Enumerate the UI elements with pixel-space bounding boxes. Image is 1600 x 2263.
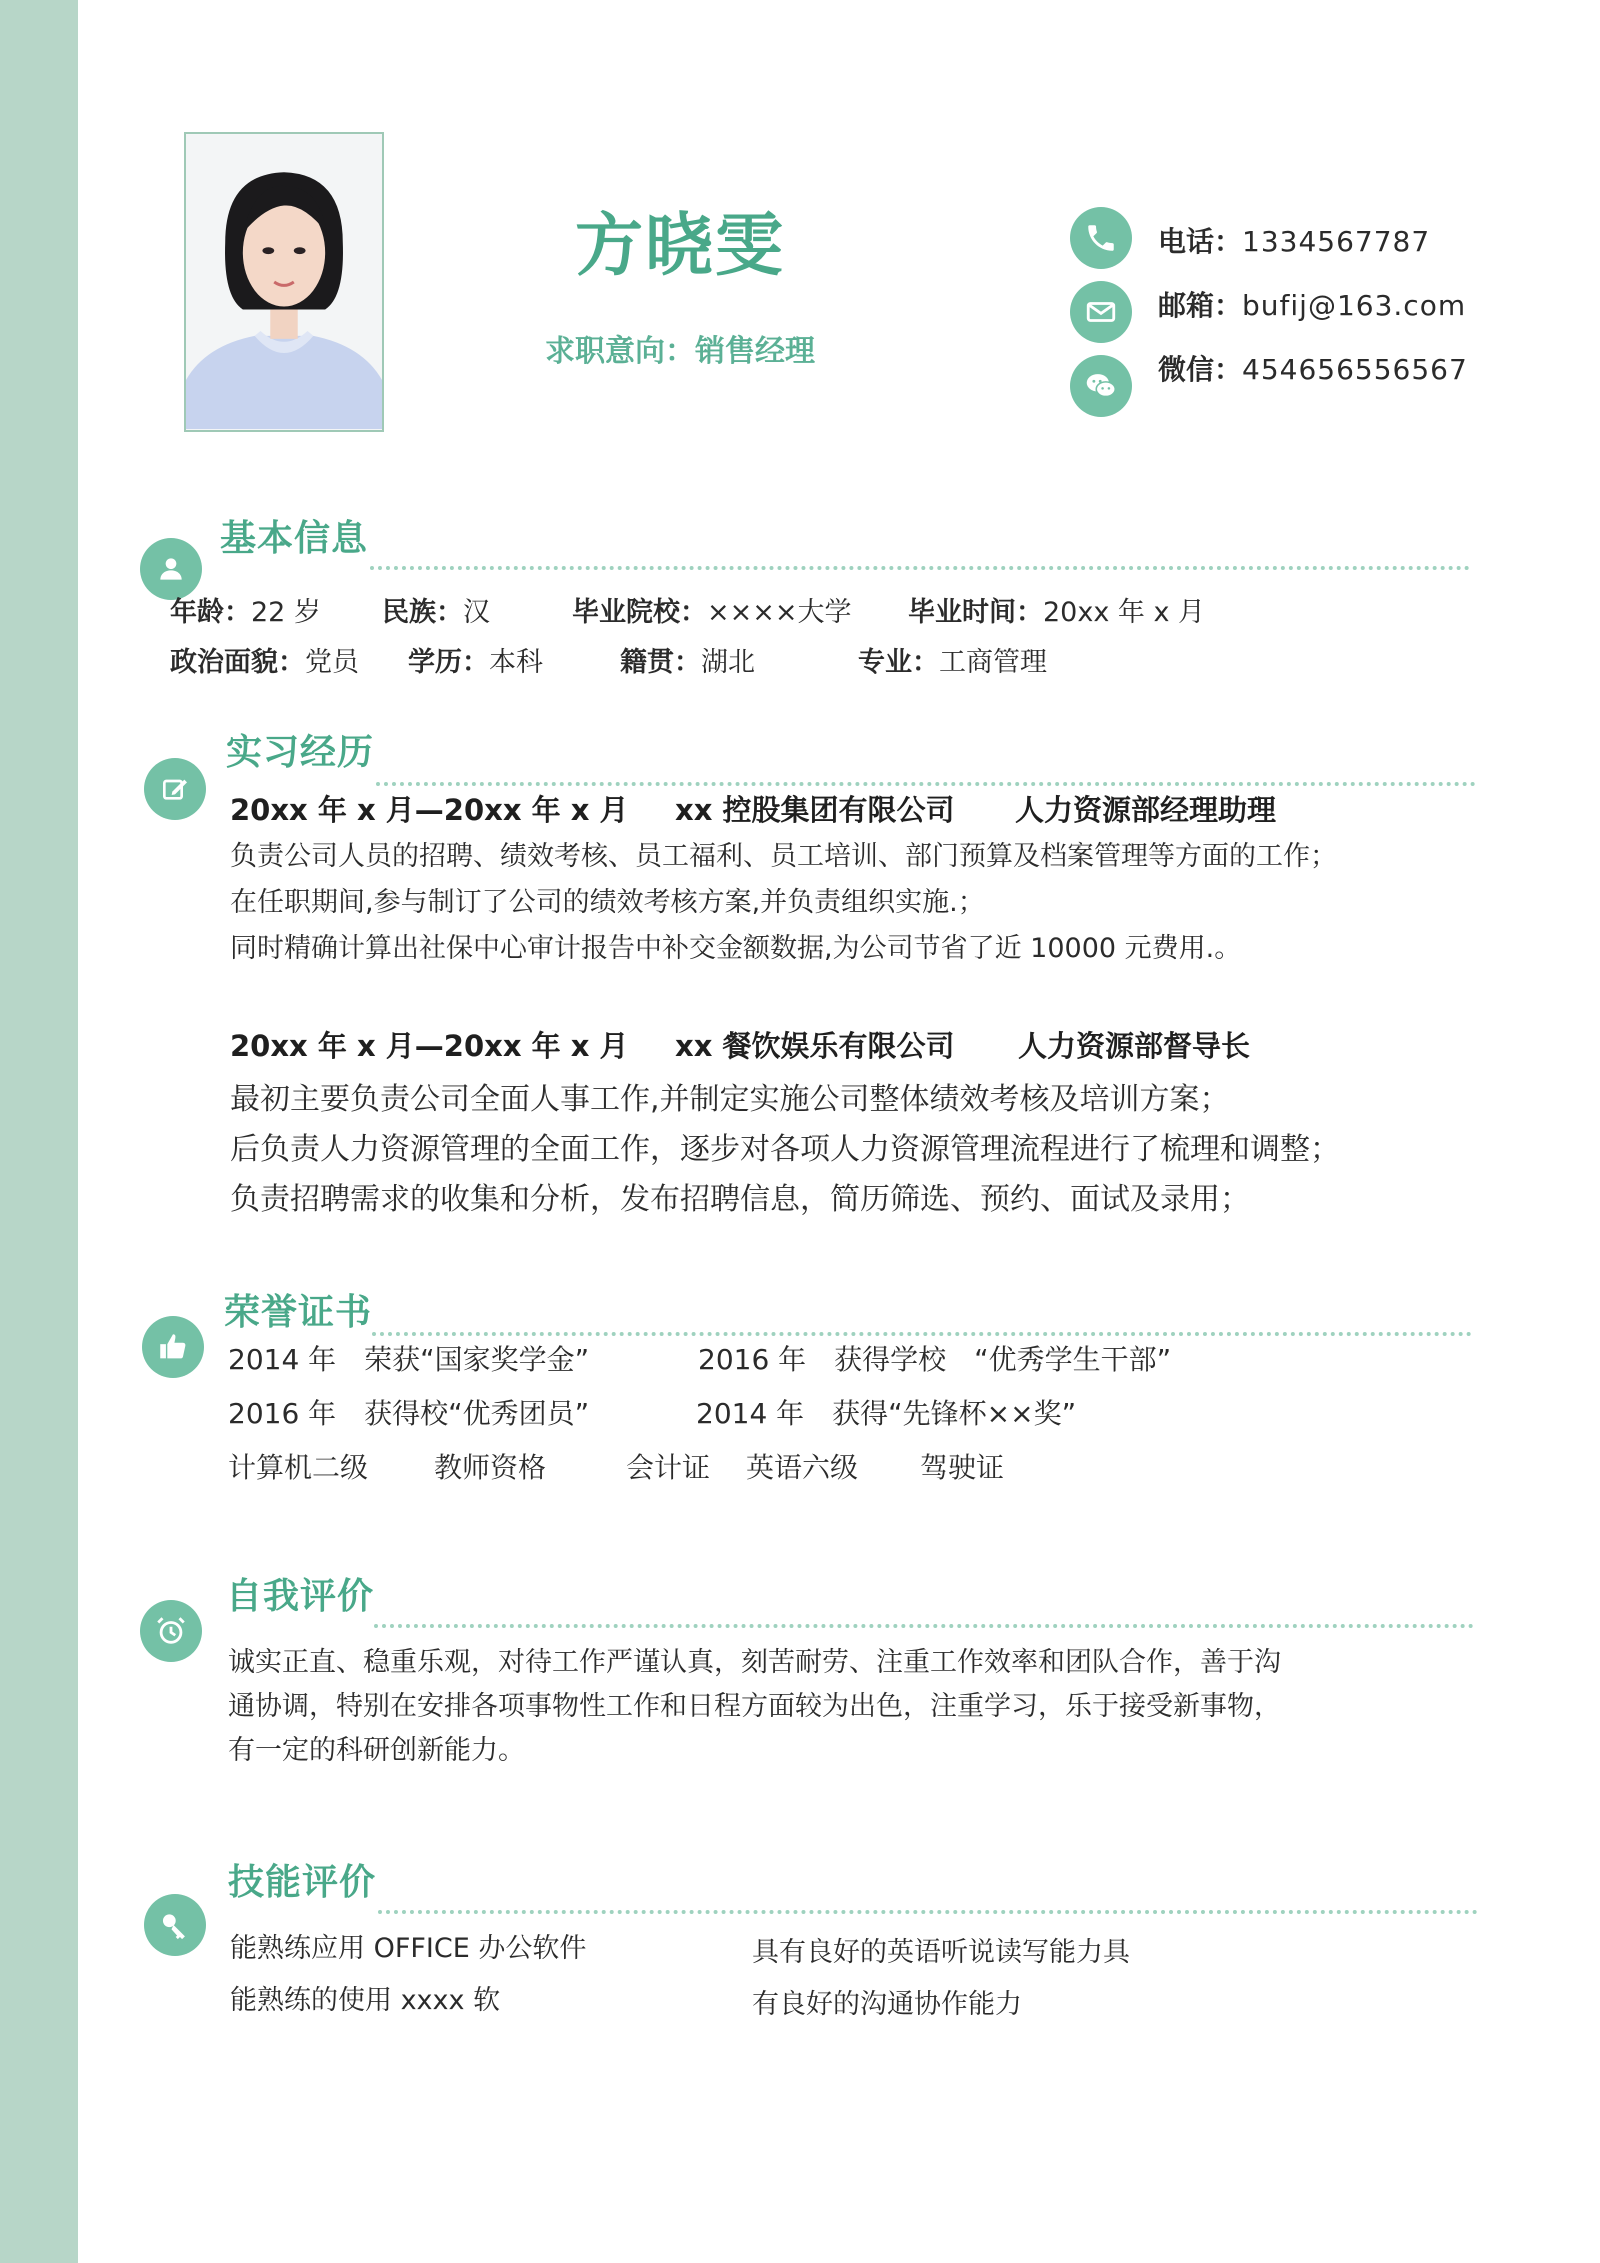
honor-item: 2014 年 获得“先锋杯××奖”	[696, 1397, 1077, 1430]
contact-label: 邮箱：	[1158, 289, 1243, 322]
self-eval-line: 诚实正直、稳重乐观，对待工作严谨认真，刻苦耐劳、注重工作效率和团队合作，善于沟	[228, 1647, 1281, 1678]
job-company: xx 餐饮娱乐有限公司	[675, 1029, 955, 1063]
mail-icon	[1070, 281, 1132, 343]
edit-icon	[144, 758, 206, 820]
job-period: 20xx 年 x 月—20xx 年 x 月	[230, 1029, 629, 1063]
cert-item: 计算机二级	[228, 1451, 369, 1484]
job-company: xx 控股集团有限公司	[675, 793, 955, 827]
field-hometown: 籍贯：湖北	[620, 647, 755, 678]
cert-item: 教师资格	[434, 1451, 547, 1484]
field-degree: 学历：本科	[408, 647, 543, 678]
cert-item: 驾驶证	[920, 1451, 1005, 1484]
honor-item: 2016 年 获得学校 “优秀学生干部”	[698, 1343, 1172, 1376]
job-duty-line: 同时精确计算出社保中心审计报告中补交金额数据,为公司节省了近 10000 元费用.。	[230, 933, 1242, 964]
thumbs-up-icon	[142, 1316, 204, 1378]
job-duty-line: 在任职期间,参与制订了公司的绩效考核方案,并负责组织实施.；	[230, 887, 985, 918]
field-ethnicity: 民族：汉	[382, 597, 490, 628]
cert-item: 会计证	[626, 1451, 711, 1484]
section-divider	[372, 1332, 1472, 1336]
field-major: 专业：工商管理	[858, 647, 1047, 678]
wechat-icon	[1070, 355, 1132, 417]
section-divider	[378, 1910, 1478, 1914]
job-role: 人力资源部督导长	[1018, 1029, 1251, 1063]
email-value: bufij@163.com	[1242, 289, 1467, 322]
job-duty-line: 负责公司人员的招聘、绩效考核、员工福利、员工培训、部门预算及档案管理等方面的工作；	[230, 841, 1337, 872]
contact-label: 微信：	[1158, 353, 1243, 386]
phone-icon	[1070, 207, 1132, 269]
job-period: 20xx 年 x 月—20xx 年 x 月	[230, 793, 629, 827]
section-title-self-eval: 自我评价	[226, 1576, 375, 1617]
section-title-basic: 基本信息	[220, 518, 369, 559]
phone-value: 1334567787	[1242, 225, 1431, 258]
wechat-value: 454656556567	[1242, 353, 1468, 386]
skill-item: 有良好的沟通协作能力	[752, 1989, 1022, 2020]
alarm-clock-icon	[140, 1600, 202, 1662]
honor-item: 2014 年 荣获“国家奖学金”	[228, 1343, 590, 1376]
self-eval-line: 通协调，特别在安排各项事物性工作和日程方面较为出色，注重学习，乐于接受新事物，	[228, 1691, 1281, 1722]
section-title-skills: 技能评价	[228, 1862, 377, 1903]
contact-phone	[1070, 206, 1431, 270]
profile-photo	[184, 132, 384, 432]
job-objective: 求职意向：销售经理	[545, 334, 815, 369]
field-school: 毕业院校：××××大学	[572, 597, 852, 628]
section-divider	[374, 1624, 1474, 1628]
contact-email	[1070, 280, 1467, 344]
skill-item: 能熟练应用 OFFICE 办公软件	[230, 1933, 587, 1964]
cert-item: 英语六级	[746, 1451, 859, 1484]
job-duty-line: 负责招聘需求的收集和分析，发布招聘信息，简历筛选、预约、面试及录用；	[230, 1182, 1250, 1217]
section-divider	[370, 566, 1470, 570]
self-eval-line: 有一定的科研创新能力。	[228, 1735, 525, 1766]
skill-item: 具有良好的英语听说读写能力具	[752, 1937, 1130, 1968]
skill-item: 能熟练的使用 xxxx 软	[230, 1985, 501, 2016]
field-political: 政治面貌：党员	[170, 647, 359, 678]
job-duty-line: 最初主要负责公司全面人事工作,并制定实施公司整体绩效考核及培训方案；	[230, 1082, 1230, 1117]
contact-wechat	[1070, 353, 1468, 418]
section-title-internship: 实习经历	[226, 732, 375, 773]
left-sidebar-stripe	[0, 0, 78, 2263]
key-icon	[144, 1894, 206, 1956]
job-duty-line: 后负责人力资源管理的全面工作，逐步对各项人力资源管理流程进行了梳理和调整；	[230, 1132, 1340, 1167]
field-graduation: 毕业时间：20xx 年 x 月	[908, 597, 1206, 628]
candidate-name: 方晓雯	[574, 207, 785, 286]
section-divider	[376, 782, 1476, 786]
job-role: 人力资源部经理助理	[1015, 793, 1277, 827]
section-title-honors: 荣誉证书	[224, 1292, 373, 1333]
field-age: 年龄：22 岁	[170, 597, 321, 628]
contact-label: 电话：	[1158, 225, 1243, 258]
honor-item: 2016 年 获得校“优秀团员”	[228, 1397, 590, 1430]
